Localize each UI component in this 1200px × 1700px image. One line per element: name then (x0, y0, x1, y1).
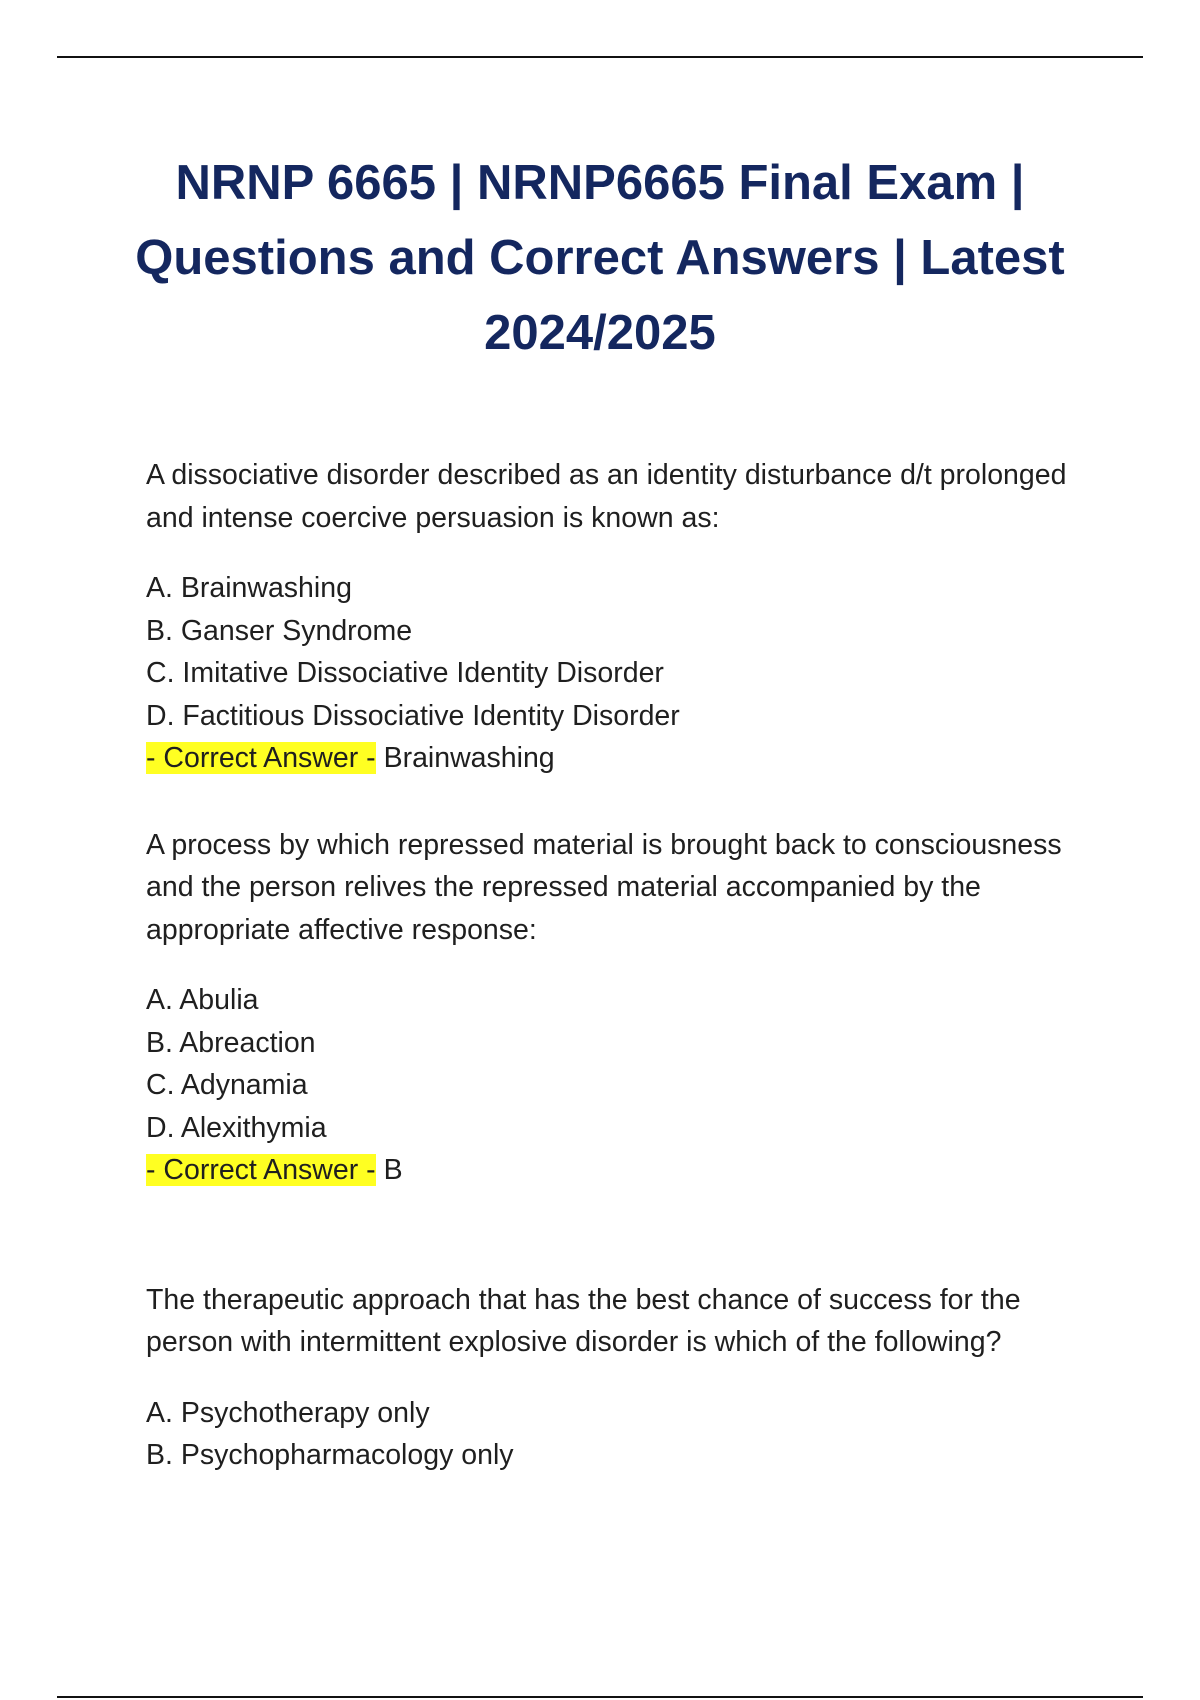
question-block (146, 824, 1076, 1192)
document-body (146, 454, 1076, 1477)
question-text: A process by which repressed material is brought back to consciousness and the person relives the repressed material accompanied by the appropriate affective response: (146, 828, 1062, 946)
option-list (146, 979, 1076, 1149)
option-item: A. Brainwashing (146, 572, 352, 604)
correct-answer-label: - Correct Answer - (146, 1154, 376, 1186)
question-block (146, 1279, 1076, 1477)
bottom-rule (57, 1696, 1143, 1698)
correct-answer-value: Brainwashing (383, 742, 555, 774)
correct-answer-value: B (383, 1154, 403, 1186)
question-block (146, 454, 1076, 780)
top-rule (57, 56, 1143, 58)
option-item: A. Psychotherapy only (146, 1396, 430, 1429)
question-text: A dissociative disorder described as an identity disturbance d/t prolonged and intense coercive persuasion is known as: (146, 459, 1067, 534)
option-item: C. Adynamia (146, 1069, 308, 1101)
option-item: A. Abulia (146, 984, 259, 1016)
option-list (146, 567, 1076, 737)
option-list (146, 1392, 1076, 1477)
option-item: B. Psychopharmacology only (146, 1439, 514, 1471)
option-item: B. Abreaction (146, 1026, 316, 1059)
option-item: D. Alexithymia (146, 1111, 327, 1144)
correct-answer-label: - Correct Answer - (146, 742, 376, 774)
option-item: D. Factitious Dissociative Identity Disorder (146, 699, 680, 732)
correct-answer-line (146, 737, 1076, 780)
option-item: C. Imitative Dissociative Identity Disorder (146, 657, 664, 689)
question-text: The therapeutic approach that has the best chance of success for the person with intermittent explosive disorder is which of the following? (146, 1283, 1021, 1358)
correct-answer-line (146, 1149, 1076, 1192)
option-item: B. Ganser Syndrome (146, 614, 413, 647)
document-title: NRNP 6665 | NRNP6665 Final Exam | Questions and Correct Answers | Latest 2024/2025 (135, 156, 1065, 360)
